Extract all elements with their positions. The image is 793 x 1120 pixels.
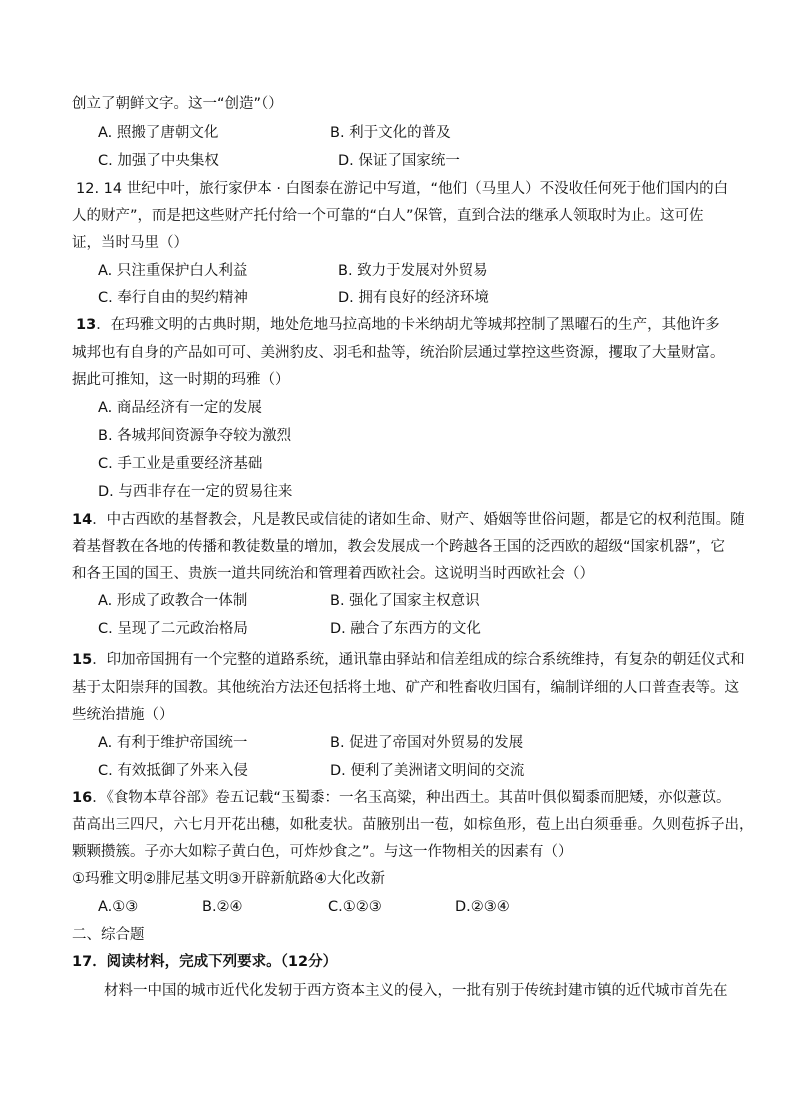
q16-option-c: C.①②③ [328, 899, 382, 915]
q13-stem-line1 [76, 315, 720, 335]
q15-option-d: D. 便利了美洲诸文明间的交流 [330, 763, 525, 779]
q13-stem-line3: 据此可推知，这一时期的玛雅（） [72, 372, 290, 388]
q15-option-a: A. 有利于维护帝国统一 [98, 735, 248, 751]
q16-option-b: B.②④ [202, 899, 243, 915]
q15-option-b: B. 促进了帝国对外贸易的发展 [330, 735, 524, 751]
q14-stem-line2: 着基督教在各地的传播和教徒数量的增加，教会发展成一个跨越各王国的泛西欧的超级“国家机器”，它 [72, 539, 726, 555]
q12-stem-line3: 证，当时马里（） [72, 235, 188, 251]
q11-stem: 创立了朝鲜文字。这一“创造”（） [72, 96, 283, 112]
q14-option-c: C. 呈现了二元政治格局 [98, 621, 248, 637]
q16-statement-items: ①玛雅文明②腓尼基文明③开辟新航路④大化改新 [72, 871, 385, 887]
q11-option-d: D. 保证了国家统一 [338, 153, 460, 169]
q13-option-a: A. 商品经济有一定的发展 [98, 400, 262, 416]
q16-text: ．《食物本草谷部》卷五记载“玉蜀黍：一名玉高粱，种出西土。其苗叶俱似蜀黍而肥矮，亦似薏苡。 [92, 790, 731, 806]
q15-stem-line2: 基于太阳崇拜的国教。其他统治方法还包括将土地、矿产和牲畜收归国有，编制详细的人口普查表等。这 [72, 680, 739, 696]
q12-stem-line2: 人的财产”，而是把这些财产托付给一个可靠的“白人”保管，直到合法的继承人领取时为止。这可佐 [72, 208, 704, 224]
q16-option-a: A.①③ [98, 899, 139, 915]
q16-number: 16 [72, 790, 93, 806]
q15-stem-line3: 些统治措施（） [72, 707, 174, 723]
q12-stem-line1: 12. 14 世纪中叶，旅行家伊本 · 白图泰在游记中写道，“他们（马里人）不没收任何死于他们国内的白 [76, 181, 729, 197]
q12-option-b: B. 致力于发展对外贸易 [338, 263, 488, 279]
q13-stem-line2: 城邦也有自身的产品如可可、美洲豹皮、羽毛和盐等，统治阶层通过掌控这些资源，攫取了大量财富。 [72, 345, 725, 361]
q12-option-d: D. 拥有良好的经济环境 [338, 290, 489, 306]
q14-text: ．中古西欧的基督教会，凡是教民或信徒的诸如生命、财产、婚姻等世俗问题，都是它的权利范围。随 [92, 512, 745, 528]
q16-option-d: D.②③④ [455, 899, 510, 915]
q12-option-a: A. 只注重保护白人利益 [98, 263, 248, 279]
q17-text: ．阅读材料，完成下列要求。（12分） [92, 954, 338, 970]
q16-stem-line3: 颗颗攒簇。子亦大如粽子黄白色，可炸炒食之”。与这一作物相关的因素有（） [72, 844, 573, 860]
q15-option-c: C. 有效抵御了外来入侵 [98, 763, 248, 779]
q13-text: ．在玛雅文明的古典时期，地处危地马拉高地的卡米纳胡尤等城邦控制了黑曜石的生产，其他许多 [96, 317, 720, 333]
q16-stem-line2: 苗高出三四尺，六七月开花出穗，如秕麦状。苗腋别出一苞，如棕鱼形，苞上出白须垂垂。久则苞拆子出， [72, 817, 754, 833]
q14-stem-line1 [72, 510, 745, 530]
q17-number: 17 [72, 954, 93, 970]
q13-option-c: C. 手工业是重要经济基础 [98, 456, 263, 472]
q15-number: 15 [72, 652, 93, 668]
q12-option-c: C. 奉行自由的契约精神 [98, 290, 248, 306]
q14-stem-line3: 和各王国的国王、贵族一道共同统治和管理着西欧社会。这说明当时西欧社会（） [72, 566, 594, 582]
q13-number: 13 [76, 317, 97, 333]
q15-stem-line1 [72, 650, 745, 670]
q16-stem-line1 [72, 788, 730, 808]
q11-option-b: B. 利于文化的普及 [330, 125, 451, 141]
q13-option-d: D. 与西非存在一定的贸易往来 [98, 484, 293, 500]
q15-text: ．印加帝国拥有一个完整的道路系统，通讯靠由驿站和信差组成的综合系统维持，有复杂的朝廷仪式和 [92, 652, 745, 668]
q13-option-b: B. 各城邦间资源争夺较为激烈 [98, 428, 292, 444]
q11-option-a: A. 照搬了唐朝文化 [98, 125, 219, 141]
q11-option-c: C. 加强了中央集权 [98, 153, 219, 169]
section-heading: 二、综合题 [72, 927, 145, 943]
q17-material-line1: 材料一中国的城市近代化发轫于西方资本主义的侵入，一批有别于传统封建市镇的近代城市首先在 [104, 983, 728, 999]
q14-number: 14 [72, 512, 93, 528]
q14-option-d: D. 融合了东西方的文化 [330, 621, 481, 637]
q17-stem-line1 [72, 952, 337, 972]
q14-option-a: A. 形成了政教合一体制 [98, 593, 248, 609]
q14-option-b: B. 强化了国家主权意识 [330, 593, 480, 609]
